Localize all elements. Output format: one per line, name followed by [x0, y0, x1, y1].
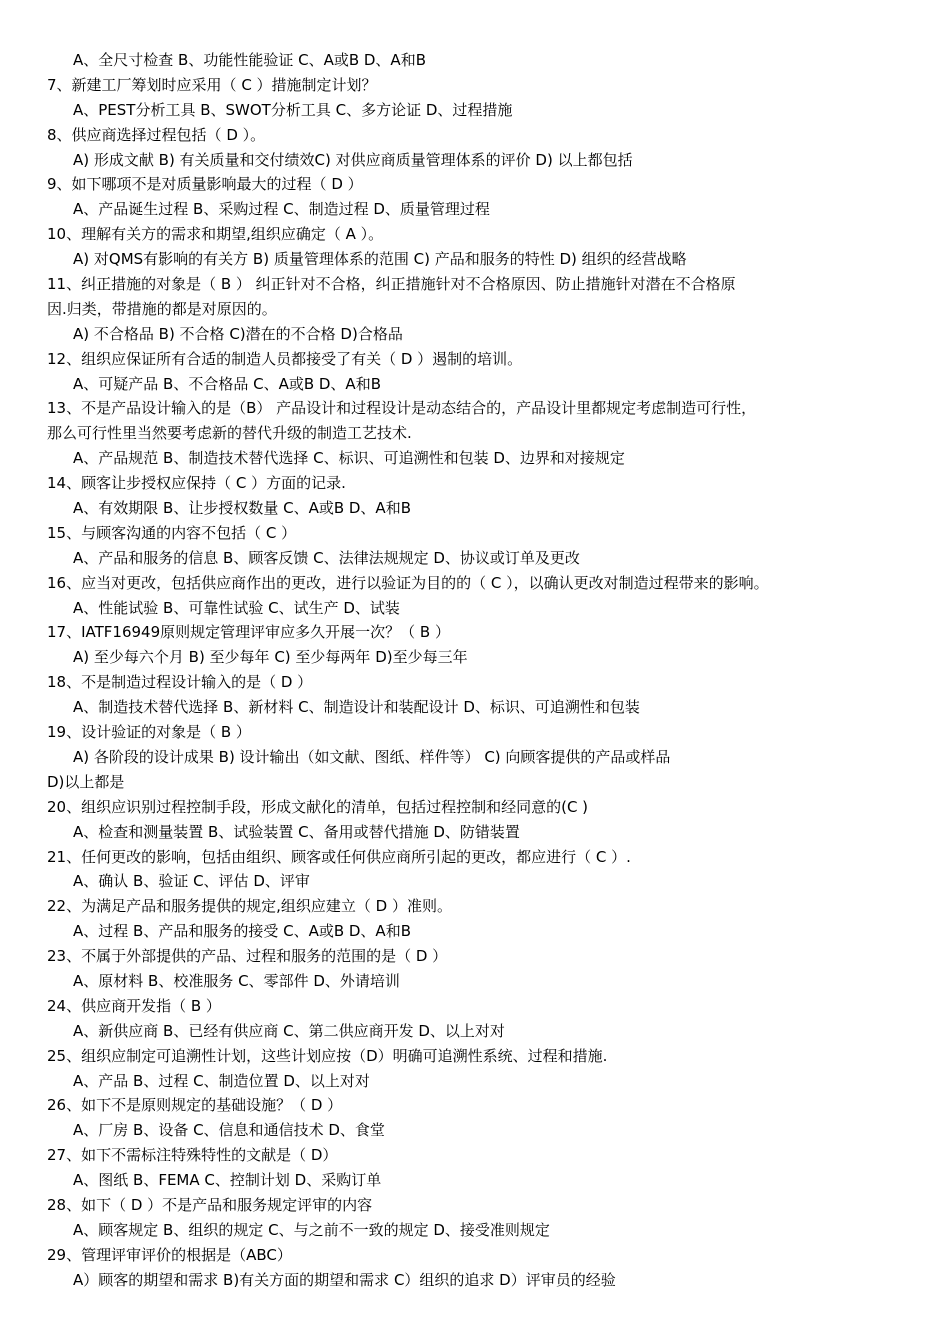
- options-line: A）顾客的期望和需求 B)有关方面的期望和需求 C）组织的追求 D）评审员的经验: [73, 1270, 616, 1289]
- question-line: 23、不属于外部提供的产品、过程和服务的范围的是（ D ）: [47, 947, 448, 966]
- question-line: 12、组织应保证所有合适的制造人员都接受了有关（ D ）遏制的培训。: [47, 349, 523, 368]
- options-line: A、有效期限 B、让步授权数量 C、A或B D、A和B: [73, 499, 411, 518]
- options-line: A、制造技术替代选择 B、新材料 C、制造设计和装配设计 D、标识、可追溯性和包装: [73, 698, 640, 717]
- question-line: 7、新建工厂筹划时应采用（ C ）措施制定计划？: [47, 75, 377, 94]
- question-line: 10、理解有关方的需求和期望,组织应确定（ A ）。: [47, 225, 384, 244]
- question-line: 16、应当对更改，包括供应商作出的更改，进行以验证为目的的（ C ），以确认更改对制造过程带来的影响。: [47, 573, 769, 592]
- continuation-line: D)以上都是: [47, 772, 125, 791]
- question-line: 8、供应商选择过程包括（ D ）。: [47, 125, 266, 144]
- options-line: A、原材料 B、校准服务 C、零部件 D、外请培训: [73, 971, 400, 990]
- continuation-line: 因.归类，带措施的都是对原因的。: [47, 299, 277, 318]
- question-line: 21、任何更改的影响，包括由组织、顾客或任何供应商所引起的更改，都应进行（ C ）.: [47, 847, 631, 866]
- options-line: A) 对QMS有影响的有关方 B) 质量管理体系的范围 C) 产品和服务的特性 D) 组织的经营战略: [73, 250, 687, 269]
- options-line: A、全尺寸检查 B、功能性能验证 C、A或B D、A和B: [73, 51, 426, 69]
- question-line: 20、组织应识别过程控制手段，形成文献化的清单，包括过程控制和经同意的(C ): [47, 797, 589, 816]
- question-line: 29、管理评审评价的根据是（ABC）: [47, 1245, 292, 1264]
- options-line: A、产品 B、过程 C、制造位置 D、以上对对: [73, 1071, 370, 1090]
- question-line: 18、不是制造过程设计输入的是（ D ）: [47, 673, 313, 692]
- question-line: 19、设计验证的对象是（ B ）: [47, 723, 251, 742]
- question-line: 15、与顾客沟通的内容不包括（ C ）: [47, 523, 297, 542]
- question-line: 17、IATF16949原则规定管理评审应多久开展一次？（ B ）: [47, 623, 450, 642]
- options-line: A) 各阶段的设计成果 B) 设计输出（如文献、图纸、样件等） C) 向顾客提供的产品或样品: [73, 747, 671, 766]
- options-line: A、产品诞生过程 B、采购过程 C、制造过程 D、质量管理过程: [73, 200, 490, 219]
- options-line: A、可疑产品 B、不合格品 C、A或B D、A和B: [73, 374, 381, 393]
- options-line: A、顾客规定 B、组织的规定 C、与之前不一致的规定 D、接受准则规定: [73, 1220, 550, 1239]
- options-line: A、确认 B、验证 C、评估 D、评审: [73, 872, 310, 891]
- continuation-line: 那么可行性里当然要考虑新的替代升级的制造工艺技术.: [47, 424, 412, 443]
- question-line: 22、为满足产品和服务提供的规定,组织应建立（ D ）准则。: [47, 897, 452, 916]
- options-line: A、图纸 B、FEMA C、控制计划 D、采购订单: [73, 1171, 382, 1190]
- question-line: 25、组织应制定可追溯性计划，这些计划应按（D）明确可追溯性系统、过程和措施.: [47, 1046, 608, 1065]
- options-line: A、检查和测量装置 B、试验装置 C、备用或替代措施 D、防错装置: [73, 822, 520, 841]
- options-line: A、性能试验 B、可靠性试验 C、试生产 D、试装: [73, 598, 400, 617]
- question-line: 24、供应商开发指（ B ）: [47, 996, 221, 1015]
- question-line: 11、纠正措施的对象是（ B ） 纠正针对不合格，纠正措施针对不合格原因、防止措施针对潜在不合格原: [47, 275, 736, 294]
- question-line: 27、如下不需标注特殊特性的文献是（ D）: [47, 1146, 338, 1165]
- options-line: A、产品规范 B、制造技术替代选择 C、标识、可追溯性和包装 D、边界和对接规定: [73, 449, 625, 468]
- question-line: 28、如下（ D ）不是产品和服务规定评审的内容: [47, 1195, 373, 1214]
- question-line: 9、如下哪项不是对质量影响最大的过程（ D ）: [47, 175, 363, 194]
- options-line: A、过程 B、产品和服务的接受 C、A或B D、A和B: [73, 922, 411, 941]
- question-line: 13、不是产品设计输入的是（B） 产品设计和过程设计是动态结合的，产品设计里都规定考虑制造可行性，: [47, 399, 757, 418]
- options-line: A、厂房 B、设备 C、信息和通信技术 D、食堂: [73, 1121, 385, 1140]
- options-line: A、PEST分析工具 B、SWOT分析工具 C、多方论证 D、过程措施: [73, 100, 513, 119]
- options-line: A、产品和服务的信息 B、顾客反馈 C、法律法规规定 D、协议或订单及更改: [73, 548, 580, 567]
- options-line: A) 形成文献 B) 有关质量和交付绩效C) 对供应商质量管理体系的评价 D) 以上都包括: [73, 150, 633, 169]
- options-line: A) 不合格品 B) 不合格 C)潜在的不合格 D)合格品: [73, 324, 403, 343]
- options-line: A) 至少每六个月 B) 至少每年 C) 至少每两年 D)至少每三年: [73, 648, 468, 667]
- options-line: A、新供应商 B、已经有供应商 C、第二供应商开发 D、以上对对: [73, 1021, 505, 1040]
- question-line: 14、顾客让步授权应保持（ C ）方面的记录.: [47, 474, 346, 493]
- question-line: 26、如下不是原则规定的基础设施？（ D ）: [47, 1096, 343, 1115]
